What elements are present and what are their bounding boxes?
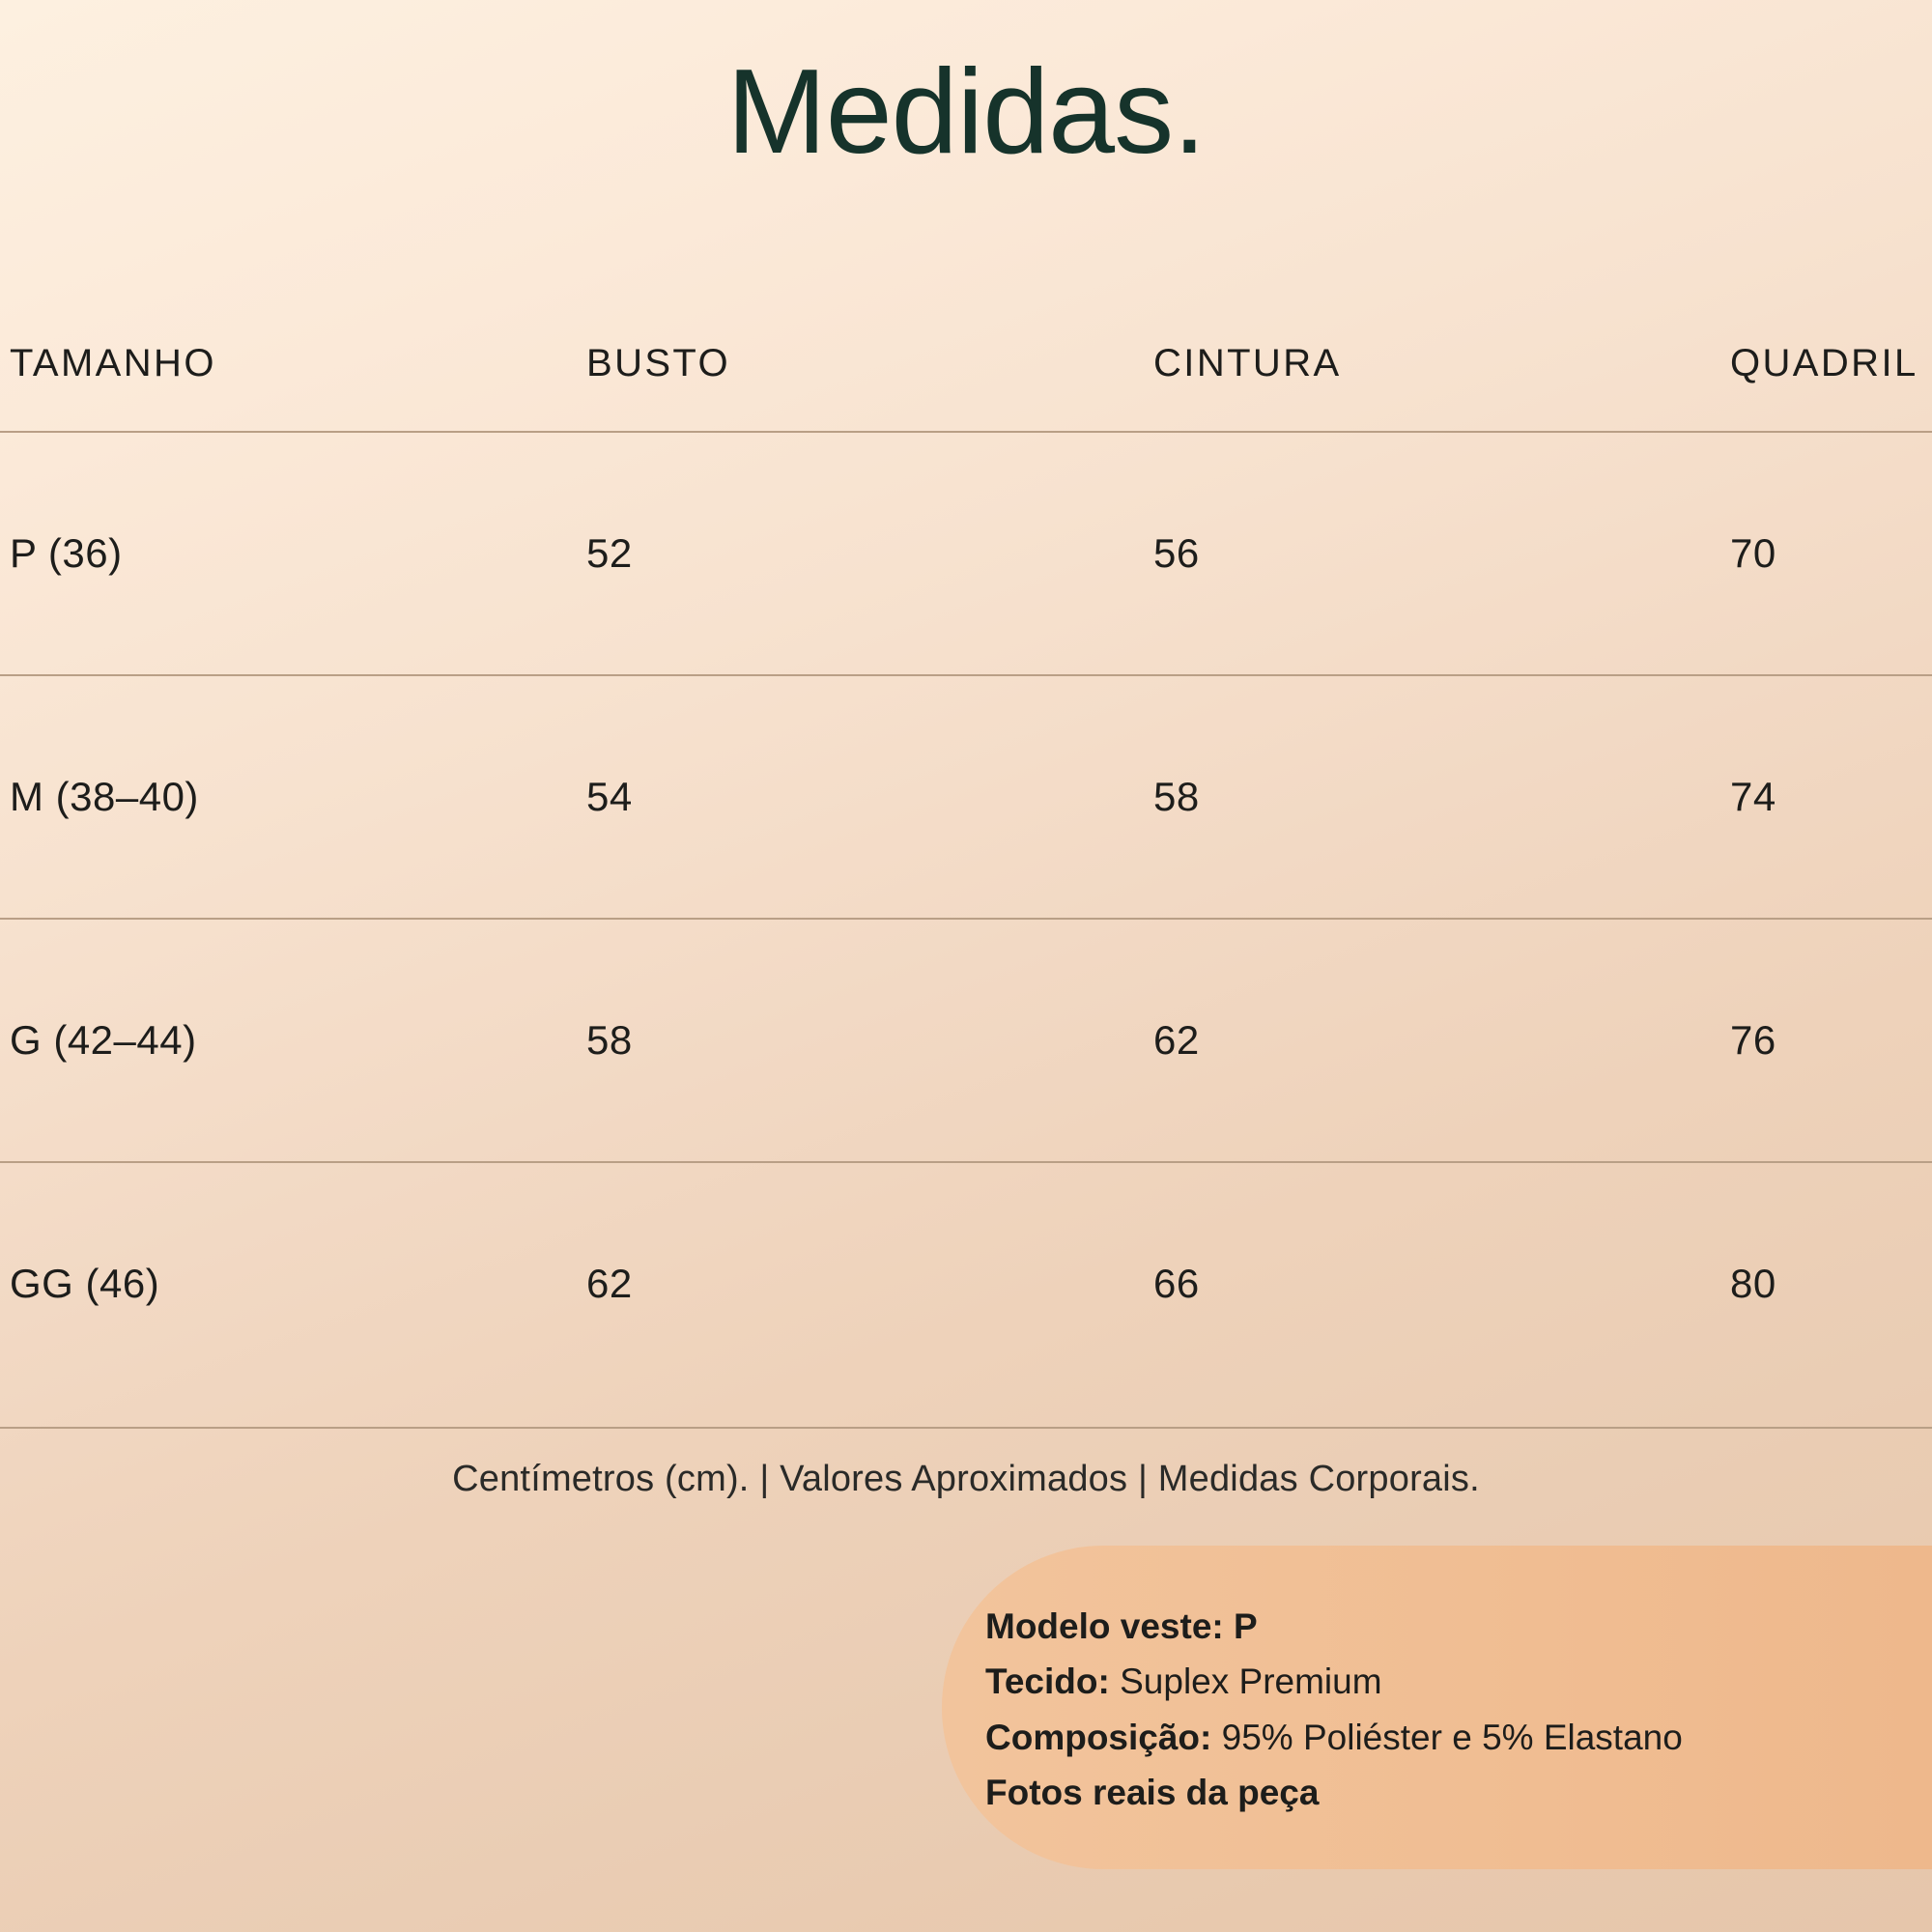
table-row [0,431,1932,674]
cell-busto: 52 [585,530,633,576]
cell-tamanho: P (36) [10,530,123,576]
cell-cintura: 62 [1153,1017,1200,1063]
size-table [0,309,1932,1405]
info-value-composicao: 95% Poliéster e 5% Elastano [1221,1717,1683,1757]
column-header-tamanho: TAMANHO [10,342,216,384]
info-value-modelo: P [1234,1606,1258,1646]
footnote-divider [0,1427,1932,1429]
info-label-fotos: Fotos reais da peça [985,1773,1320,1813]
info-label-modelo: Modelo veste: [985,1606,1224,1646]
table-row [0,1161,1932,1405]
column-header-quadril: QUADRIL [1730,342,1918,384]
footnote: Centímetros (cm). | Valores Aproximados | Medidas Corporais. [452,1459,1480,1499]
info-line-composicao [985,1710,1903,1765]
cell-quadril: 70 [1730,530,1776,576]
column-header-cintura: CINTURA [1153,342,1342,384]
info-value-tecido: Suplex Premium [1120,1662,1382,1702]
cell-busto: 58 [585,1017,633,1063]
info-line-tecido [985,1654,1903,1709]
info-line-fotos [985,1765,1903,1820]
cell-cintura: 66 [1153,1261,1200,1306]
table-row [0,918,1932,1161]
info-label-tecido: Tecido: [985,1662,1110,1702]
cell-tamanho: M (38–40) [10,774,199,819]
cell-busto: 62 [585,1261,633,1306]
info-line-modelo [985,1599,1903,1654]
cell-tamanho: GG (46) [10,1261,160,1306]
table-header-row [0,309,1932,431]
info-label-composicao: Composição: [985,1717,1212,1757]
cell-busto: 54 [585,774,633,819]
table-row [0,674,1932,918]
page-title: Medidas. [726,45,1206,179]
cell-cintura: 56 [1153,530,1200,576]
cell-quadril: 76 [1730,1017,1776,1063]
cell-quadril: 74 [1730,774,1776,819]
cell-quadril: 80 [1730,1261,1776,1306]
info-text-block [985,1599,1903,1820]
column-header-busto: BUSTO [585,342,731,384]
cell-tamanho: G (42–44) [10,1017,197,1063]
cell-cintura: 58 [1153,774,1200,819]
